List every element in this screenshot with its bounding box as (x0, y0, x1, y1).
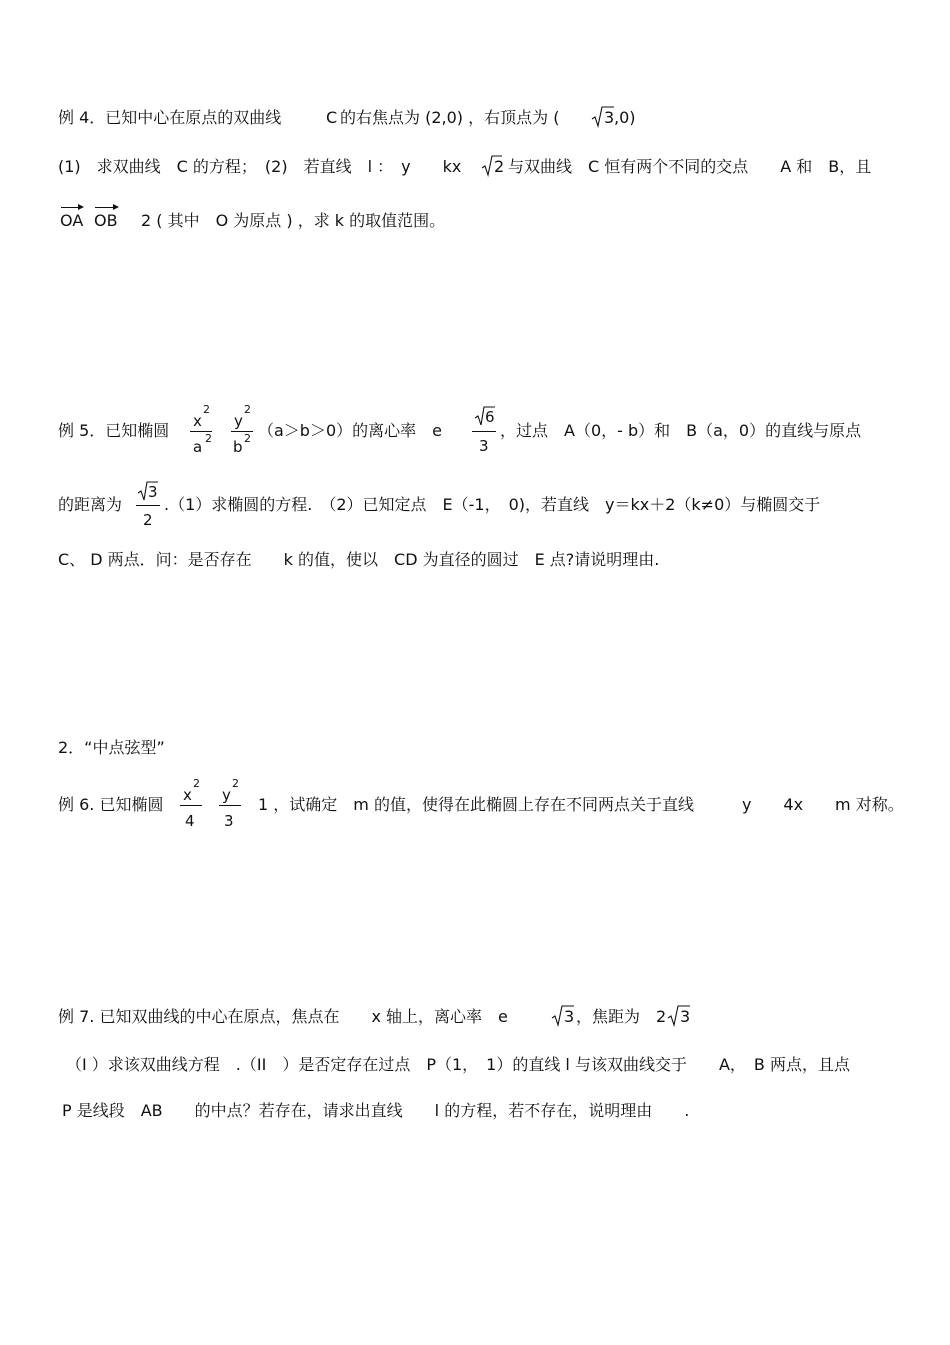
ex6-text: 1 ，试确定 m 的值，使得在此椭圆上存在不同两点关于直线 y 4x m 对称。 (258, 795, 904, 814)
sqrt-icon (552, 1005, 564, 1027)
fraction-bar (219, 805, 241, 806)
exponent: 2 (205, 432, 212, 445)
ex4-question-cont: 与双曲线 C 恒有两个不同的交点 A 和 B，且 (508, 157, 872, 176)
sqrt-icon (592, 106, 604, 128)
frac-den: 3 (479, 437, 489, 455)
vector-arrow-ob (95, 207, 115, 208)
ex5-distance: 的距离为 (58, 495, 123, 514)
exponent: 2 (232, 777, 239, 790)
ex7-question-2: P 是线段 AB 的中点？若存在，请求出直线 l 的方程，若不存在，说明理由 . (62, 1101, 690, 1120)
ex4-text-end: ,0) (614, 108, 636, 127)
ex4-question: (1) 求双曲线 C 的方程； (2) 若直线 l ： y kx (58, 157, 462, 176)
frac-num: y (222, 786, 231, 804)
frac-den: a (193, 438, 203, 456)
section-heading: 2．“中点弦型” (58, 738, 165, 757)
ex7-question: （I ）求该双曲线方程 .（II ）是否定存在过点 P（1， 1）的直线 l 与该双曲线交于 A， B 两点，且点 (66, 1055, 850, 1074)
ex4-curve-name: C (326, 108, 338, 127)
ex7-heading: 例 7. 已知双曲线的中心在原点，焦点在 x 轴上，离心率 e (58, 1007, 508, 1026)
vector-ob: OB (94, 211, 118, 230)
sqrt-icon (668, 1005, 680, 1027)
frac-num: x (183, 786, 192, 804)
frac-den: 2 (143, 511, 153, 529)
ex4-text: 的右焦点为 (2,0) ，右顶点为 ( (340, 108, 560, 127)
exponent: 2 (244, 403, 251, 416)
fraction-bar (472, 431, 496, 432)
arrow-icon (78, 204, 84, 210)
fraction-bar (180, 805, 202, 806)
radicand: 3 (148, 483, 158, 501)
frac-num: y (234, 412, 243, 430)
ex4-radicand: 3 (604, 108, 615, 127)
exponent: 2 (244, 432, 251, 445)
ex7-text: ，焦距为 2 (576, 1007, 667, 1026)
frac-den: b (233, 438, 243, 456)
ex5-question: .（1）求椭圆的方程. （2）已知定点 E（-1， 0)，若直线 y＝kx＋2（k≠0）与椭圆交于 (164, 495, 821, 514)
ex4-condition: 2 ( 其中 O 为原点 ) ，求 k 的取值范围。 (141, 211, 446, 230)
exponent: 2 (193, 777, 200, 790)
ex5-heading: 例 5．已知椭圆 (58, 421, 170, 440)
ex5-condition: （a＞b＞0）的离心率 e (258, 421, 442, 440)
radicand: 3 (564, 1007, 575, 1026)
radicand: 3 (680, 1007, 691, 1026)
frac-den: 3 (224, 812, 234, 830)
vector-oa: OA (60, 211, 84, 230)
frac-num: x (193, 412, 202, 430)
ex5-question-2: C、 D 两点．问：是否存在 k 的值，使以 CD 为直径的圆过 E 点?请说明理由. (58, 550, 660, 569)
ex4-heading: 例 4．已知中心在原点的双曲线 (58, 108, 282, 127)
sqrt-icon (482, 155, 494, 177)
arrow-icon (113, 204, 119, 210)
fraction-bar (136, 505, 160, 506)
radicand: 6 (485, 408, 495, 426)
ex4-radicand-2: 2 (494, 157, 505, 176)
ex5-text: ，过点 A（0，- b）和 B（a，0）的直线与原点 (500, 421, 862, 440)
frac-den: 4 (185, 812, 195, 830)
ex6-heading: 例 6. 已知椭圆 (58, 795, 164, 814)
exponent: 2 (203, 403, 210, 416)
